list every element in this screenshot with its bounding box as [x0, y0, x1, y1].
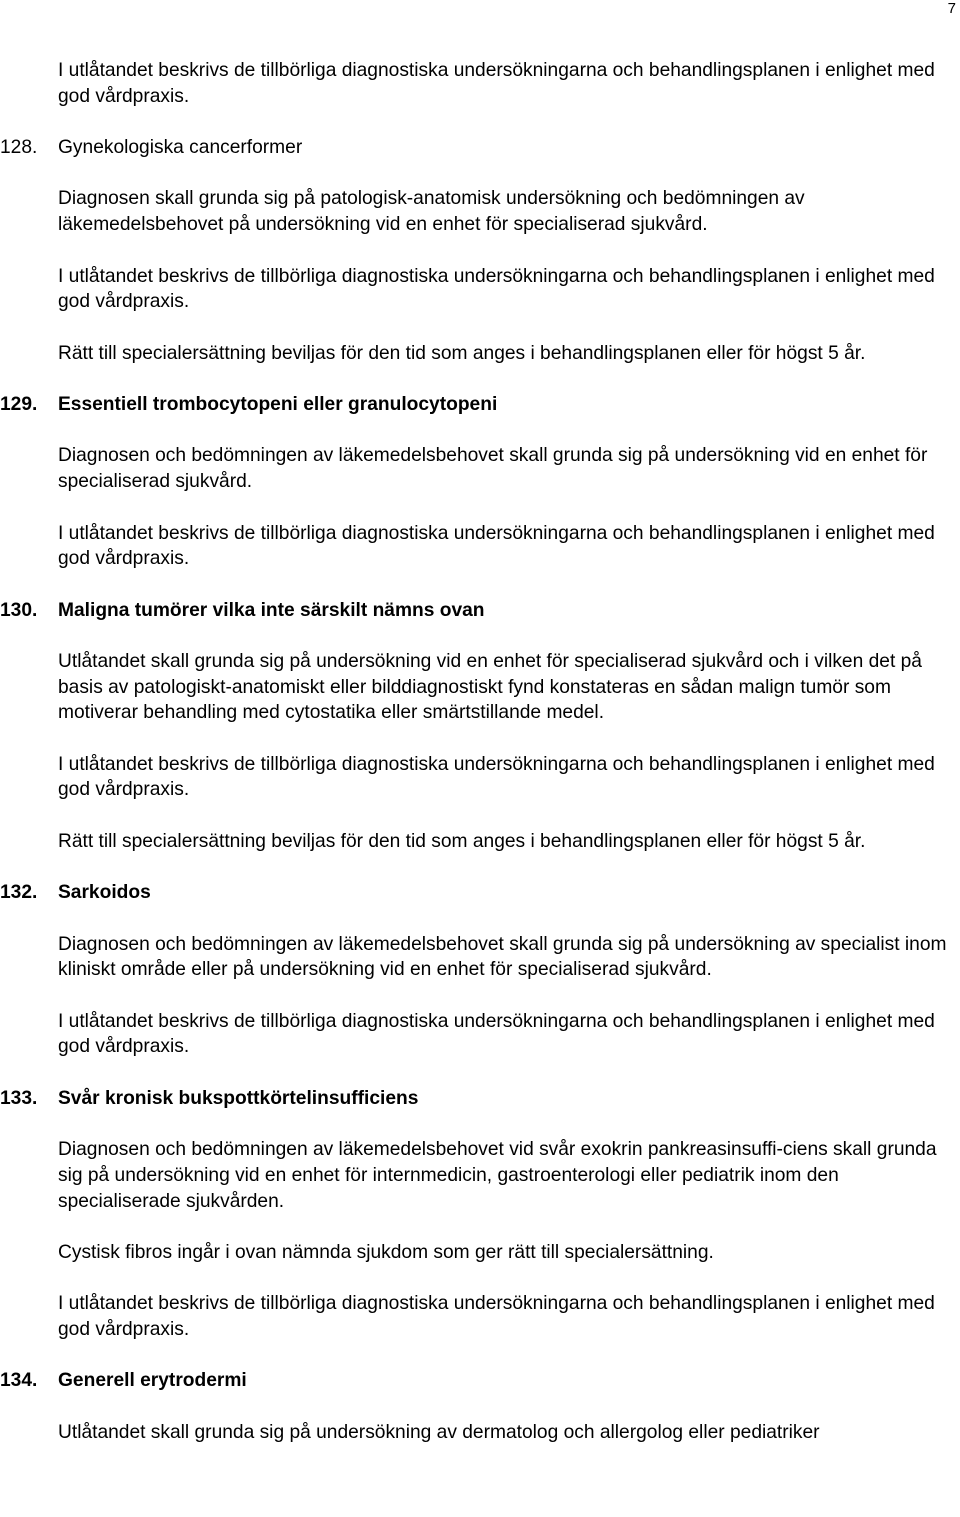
section-heading-132 [0, 880, 960, 906]
section-title: Sarkoidos [58, 882, 151, 904]
page-number: 7 [947, 0, 956, 17]
section-paragraph: Diagnosen och bedömningen av läkemedelsbehovet skall grunda sig på undersökning av specialist inom kliniskt område eller på undersökning vid en enhet för specialiserad sjukvård. [58, 933, 947, 981]
section-title: Gynekologiska cancerformer [58, 137, 303, 159]
section-title: Essentiell trombocytopeni eller granulocytopeni [58, 394, 498, 416]
section-paragraph: I utlåtandet beskrivs de tillbörliga diagnostiska undersökningarna och behandlingsplanen i enlighet med god vårdpraxis. [58, 1293, 935, 1341]
section-number: 134. [0, 1370, 38, 1392]
section-heading-130 [0, 598, 960, 624]
section-paragraph: I utlåtandet beskrivs de tillbörliga diagnostiska undersökningarna och behandlingsplanen i enlighet med god vårdpraxis. [58, 753, 935, 801]
section-number: 130. [0, 599, 38, 621]
section-paragraph: Utlåtandet skall grunda sig på undersökning vid en enhet för specialiserad sjukvård och i vilken det på basis av patologiskt-anatomiskt eller bilddiagnostiskt fynd konstateras en sådan malign tumör som motiverar behandling med cytostatika eller smärtstillande medel. [58, 650, 922, 724]
section-heading-134 [0, 1368, 960, 1394]
section-paragraph: I utlåtandet beskrivs de tillbörliga diagnostiska undersökningarna och behandlingsplanen i enlighet med god vårdpraxis. [58, 265, 935, 313]
section-heading-133 [0, 1086, 960, 1112]
section-title: Svår kronisk bukspottkörtelinsufficiens [58, 1087, 419, 1109]
section-number: 132. [0, 882, 38, 904]
section-heading-128 [0, 135, 960, 161]
section-title: Generell erytrodermi [58, 1370, 247, 1392]
section-paragraph: Utlåtandet skall grunda sig på undersökning av dermatolog och allergolog eller pediatriker [58, 1421, 820, 1443]
section-paragraph: I utlåtandet beskrivs de tillbörliga diagnostiska undersökningarna och behandlingsplanen i enlighet med god vårdpraxis. [58, 1010, 935, 1058]
section-title: Maligna tumörer vilka inte särskilt nämns ovan [58, 599, 485, 621]
section-paragraph: Rätt till specialersättning beviljas för den tid som anges i behandlingsplanen eller för högst 5 år. [58, 342, 866, 364]
section-paragraph: Rätt till specialersättning beviljas för den tid som anges i behandlingsplanen eller för högst 5 år. [58, 830, 866, 852]
section-number: 133. [0, 1087, 38, 1109]
section-paragraph: Diagnosen skall grunda sig på patologisk-anatomisk undersökning och bedömningen av läkemedelsbehovet på undersökning vid en enhet för specialiserad sjukvård. [58, 188, 805, 236]
section-paragraph: Diagnosen och bedömningen av läkemedelsbehovet vid svår exokrin pankreasinsuffi-ciens skall grunda sig på undersökning vid en enhet för internmedicin, gastroenterologi eller pediatrik inom den specialiserade sjukvården. [58, 1139, 937, 1212]
section-number: 128. [0, 137, 38, 159]
document-body [0, 58, 960, 1446]
section-paragraph: Cystisk fibros ingår i ovan nämnda sjukdom som ger rätt till specialersättning. [58, 1242, 714, 1263]
section-paragraph: I utlåtandet beskrivs de tillbörliga diagnostiska undersökningarna och behandlingsplanen i enlighet med god vårdpraxis. [58, 522, 935, 570]
section-number: 129. [0, 394, 38, 416]
section-paragraph: Diagnosen och bedömningen av läkemedelsbehovet skall grunda sig på undersökning vid en enhet för specialiserad sjukvård. [58, 445, 928, 493]
section-heading-129 [0, 392, 960, 418]
intro-paragraph: I utlåtandet beskrivs de tillbörliga diagnostiska undersökningarna och behandlingsplanen i enlighet med god vårdpraxis. [58, 60, 935, 107]
